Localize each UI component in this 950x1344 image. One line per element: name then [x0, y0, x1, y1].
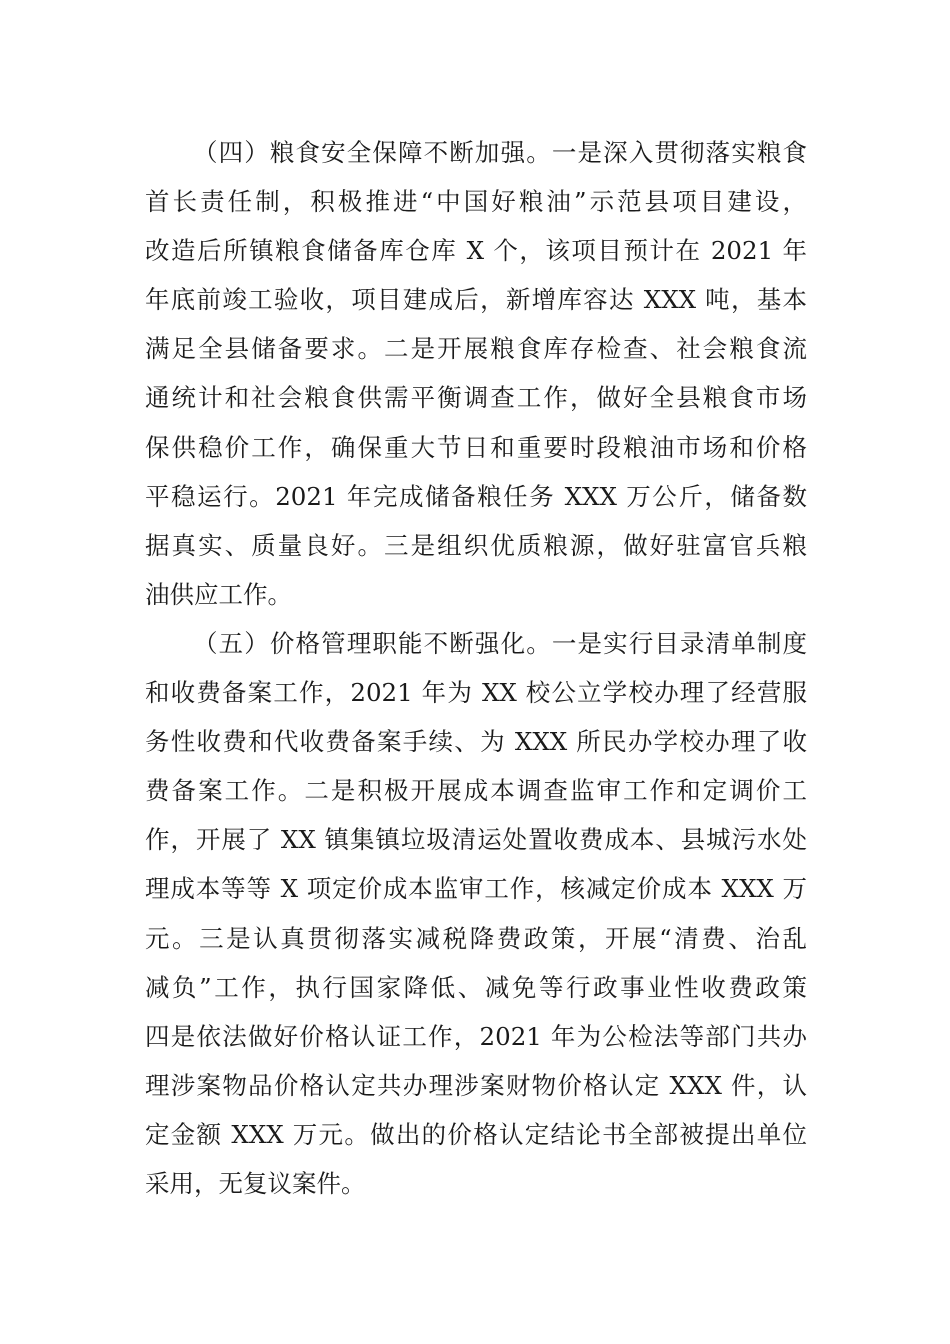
paragraph-line: 减负”工作，执行国家降低、减免等行政事业性收费政策 — [145, 972, 807, 1002]
paragraph-line: 和收费备案工作，2021 年为 XX 校公立学校办理了经营服 — [145, 678, 807, 708]
paragraph-line: 采用，无复议案件。 — [145, 1168, 366, 1198]
paragraph-line: 平稳运行。2021 年完成储备粮任务 XXX 万公斤，储备数 — [145, 481, 807, 511]
paragraph-line: 定金额 XXX 万元。做出的价格认定结论书全部被提出单位 — [145, 1119, 807, 1149]
paragraph-line: （五）价格管理职能不断强化。一是实行目录清单制度 — [193, 628, 807, 658]
paragraph-line: 四是依法做好价格认证工作，2021 年为公检法等部门共办 — [145, 1021, 807, 1051]
paragraph-line: 满足全县储备要求。二是开展粮食库存检查、社会粮食流 — [145, 334, 807, 364]
paragraph-line: 改造后所镇粮食储备库仓库 X 个，该项目预计在 2021 年 — [145, 236, 807, 266]
paragraph-line: （四）粮食安全保障不断加强。一是深入贯彻落实粮食 — [193, 138, 807, 167]
paragraph-line: 首长责任制，积极推进“中国好粮油”示范县项目建设， — [145, 187, 807, 217]
paragraph-line: 务性收费和代收费备案手续、为 XXX 所民办学校办理了收 — [145, 727, 807, 757]
paragraph-line: 元。三是认真贯彻落实减税降费政策，开展“清费、治乱 — [145, 923, 807, 953]
paragraph-grain-security — [145, 128, 807, 619]
paragraph-price-management — [145, 619, 807, 1208]
paragraph-line: 据真实、质量良好。三是组织优质粮源，做好驻富官兵粮 — [145, 530, 807, 560]
document-body — [145, 128, 807, 1208]
paragraph-line: 通统计和社会粮食供需平衡调查工作，做好全县粮食市场 — [145, 383, 807, 413]
paragraph-line: 理成本等等 X 项定价成本监审工作，核减定价成本 XXX 万 — [145, 874, 807, 904]
paragraph-line: 理涉案物品价格认定共办理涉案财物价格认定 XXX 件，认 — [145, 1070, 807, 1100]
paragraph-line: 油供应工作。 — [145, 579, 292, 609]
paragraph-line: 保供稳价工作，确保重大节日和重要时段粮油市场和价格 — [145, 432, 807, 462]
paragraph-line: 费备案工作。二是积极开展成本调查监审工作和定调价工 — [145, 776, 807, 806]
paragraph-line: 作，开展了 XX 镇集镇垃圾清运处置收费成本、县城污水处 — [145, 825, 807, 855]
paragraph-line: 年底前竣工验收，项目建成后，新增库容达 XXX 吨，基本 — [145, 285, 807, 315]
